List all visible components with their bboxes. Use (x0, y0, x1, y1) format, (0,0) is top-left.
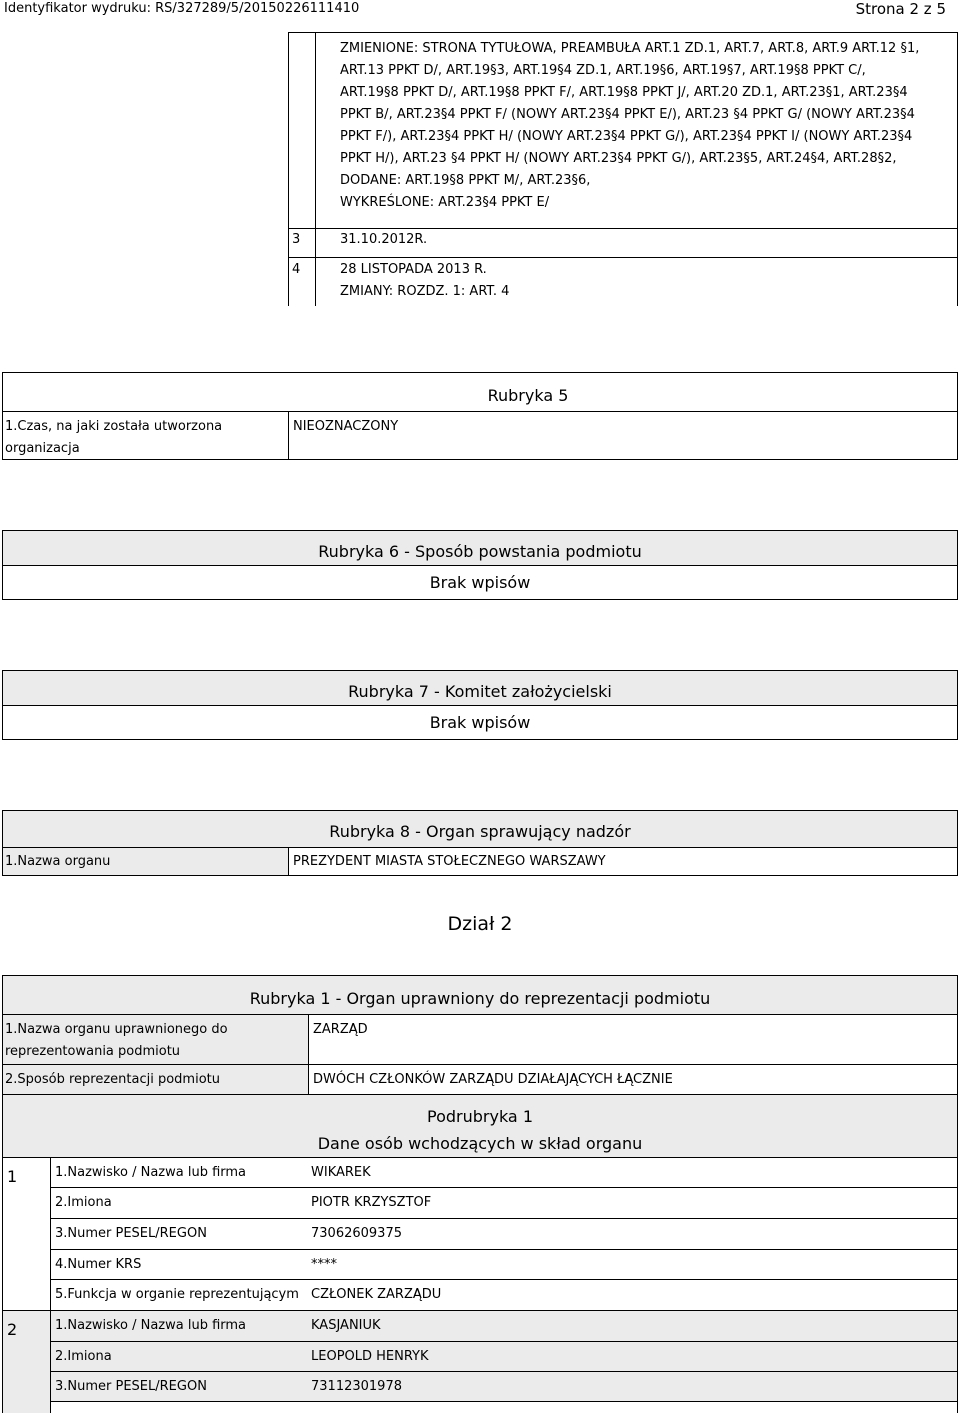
podrubryka-frame (2, 1094, 958, 1158)
row-divider (288, 257, 958, 258)
field1-label-cell (3, 1014, 309, 1064)
person-field-label: 5.Funkcja w organie reprezentującym (55, 1287, 299, 1302)
person-field-label: 3.Numer PESEL/REGON (55, 1226, 207, 1241)
person-field-label: 3.Numer PESEL/REGON (55, 1379, 207, 1394)
changes-line: PPKT F/), ART.23§4 PPKT H/ (NOWY ART.23§4 PPKT G/), ART.23§4 PPKT I/ (NOWY ART.23§4 (340, 129, 913, 144)
dzial2-rubryka1-frame (2, 975, 958, 1095)
rubryka5-label-line: organizacja (5, 441, 80, 456)
row-changes: ZMIANY: ROZDZ. 1: ART. 4 (340, 284, 510, 299)
field1-label-line: reprezentowania podmiotu (5, 1044, 181, 1059)
rubryka8-value-cell (289, 847, 957, 875)
dzial2-rubryka1-title: Rubryka 1 - Organ uprawniony do reprezentacji podmiotu (249, 989, 711, 1008)
rubryka6-title: Rubryka 6 - Sposób powstania podmiotu (318, 542, 642, 561)
field1-value-cell (309, 1014, 957, 1064)
podrubryka-title: Podrubryka 1 (427, 1107, 533, 1126)
person-field-value: CZŁONEK ZARZĄDU (311, 1287, 442, 1302)
person-row (51, 1157, 957, 1187)
person-number-cell (3, 1310, 51, 1413)
person-field-value: 73112301978 (311, 1379, 402, 1394)
person-field-value: WIKAREK (311, 1165, 371, 1180)
rubryka8-label: 1.Nazwa organu (5, 854, 111, 869)
rubryka5-value: NIEOZNACZONY (293, 419, 399, 434)
person-number: 2 (7, 1320, 18, 1339)
person-row (51, 1187, 957, 1218)
person-number-cell (3, 1157, 51, 1310)
rubryka7-frame (2, 670, 958, 740)
row-number: 3 (292, 232, 301, 247)
person-field-label: 1.Nazwisko / Nazwa lub firma (55, 1318, 247, 1333)
dzial2-title: Dział 2 (447, 913, 513, 935)
person-field-value: 73062609375 (311, 1226, 402, 1241)
field1-value: ZARZĄD (313, 1022, 368, 1037)
person-row (51, 1218, 957, 1249)
changes-text (340, 38, 952, 214)
person-number: 1 (7, 1167, 18, 1186)
person-row (51, 1371, 957, 1402)
changes-line: ART.13 PPKT D/, ART.19§3, ART.19§4 ZD.1, ART.19§6, ART.19§7, ART.19§8 PPKT C/, (340, 63, 866, 78)
podrubryka-subtitle: Dane osób wchodzących w skład organu (317, 1134, 643, 1153)
person-row (51, 1279, 957, 1310)
row-date: 31.10.2012R. (340, 232, 428, 247)
rubryka5-label-cell (3, 411, 289, 459)
rubryka5-label-line: 1.Czas, na jaki została utworzona (5, 419, 223, 434)
person-field-value: PIOTR KRZYSZTOF (311, 1195, 432, 1210)
field2-value-cell (309, 1064, 957, 1094)
persons-table (2, 1157, 958, 1413)
person-field-value: LEOPOLD HENRYK (311, 1349, 429, 1364)
changes-line: ART.19§8 PPKT D/, ART.19§8 PPKT F/, ART.19§8 PPKT J/, ART.20 ZD.1, ART.23§1, ART.23§4 (340, 85, 908, 100)
page-number: Strona 2 z 5 (855, 0, 946, 18)
changes-line: ZMIENIONE: STRONA TYTUŁOWA, PREAMBUŁA ART.1 ZD.1, ART.7, ART.8, ART.9 ART.12 §1, (340, 41, 920, 56)
rubryka5-title: Rubryka 5 (487, 386, 569, 405)
person-field-value: KASJANIUK (311, 1318, 381, 1333)
changes-line: PPKT B/, ART.23§4 PPKT F/ (NOWY ART.23§4 PPKT E/), ART.23 §4 PPKT G/ (NOWY ART.23§4 (340, 107, 915, 122)
rubryka8-label-cell (3, 847, 289, 875)
changes-line: WYKREŚLONE: ART.23§4 PPKT E/ (340, 195, 550, 210)
rubryka6-value-cell (3, 565, 957, 599)
row-number: 4 (292, 262, 301, 277)
field1-label-line: 1.Nazwa organu uprawnionego do (5, 1022, 228, 1037)
rubryka6-frame (2, 530, 958, 600)
field2-label-cell (3, 1064, 309, 1094)
changes-line: PPKT H/), ART.23 §4 PPKT H/ (NOWY ART.23§4 PPKT G/), ART.23§5, ART.24§4, ART.28§2, (340, 151, 897, 166)
rubryka8-frame (2, 810, 958, 876)
person-field-label: 2.Imiona (55, 1195, 112, 1210)
rubryka8-title: Rubryka 8 - Organ sprawujący nadzór (329, 822, 631, 841)
person-field-label: 2.Imiona (55, 1349, 112, 1364)
person-field-value: **** (311, 1257, 337, 1272)
rubryka5-value-cell (289, 411, 957, 459)
field2-label: 2.Sposób reprezentacji podmiotu (5, 1072, 220, 1087)
rubryka7-value: Brak wpisów (429, 713, 531, 732)
person-field-label: 4.Numer KRS (55, 1257, 142, 1272)
person-field-label: 1.Nazwisko / Nazwa lub firma (55, 1165, 247, 1180)
person-row (51, 1341, 957, 1371)
changes-line: DODANE: ART.19§8 PPKT M/, ART.23§6, (340, 173, 591, 188)
person-row (51, 1310, 957, 1341)
field2-value: DWÓCH CZŁONKÓW ZARZĄDU DZIAŁAJĄCYCH ŁĄCZNIE (313, 1072, 673, 1087)
person-row (51, 1249, 957, 1279)
rubryka7-value-cell (3, 705, 957, 739)
rubryka8-value: PREZYDENT MIASTA STOŁECZNEGO WARSZAWY (293, 854, 606, 869)
rubryka5-frame (2, 372, 958, 460)
print-identifier: Identyfikator wydruku: RS/327289/5/20150226111410 (4, 1, 360, 16)
rubryka7-title: Rubryka 7 - Komitet założycielski (348, 682, 612, 701)
row-date: 28 LISTOPADA 2013 R. (340, 262, 487, 277)
rubryka6-value: Brak wpisów (429, 573, 531, 592)
